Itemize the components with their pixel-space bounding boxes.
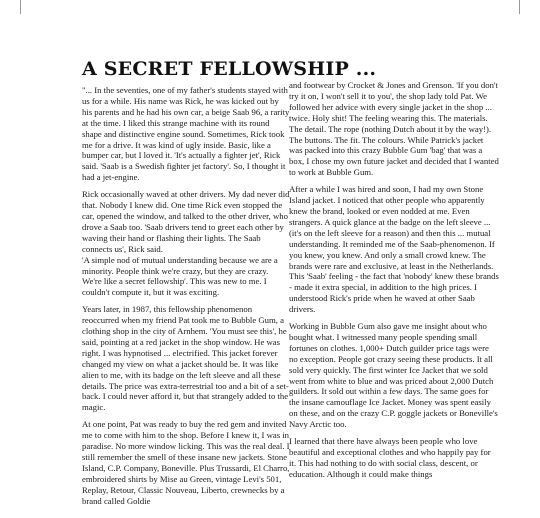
paragraph: Years later, in 1987, this fellowship phenomenon reoccurred when my friend Pat took me to Bubble Gum, a clothing shop in the city of Arnhem. 'You must see this', he said, pointing at a red jacket in the shop window. He was right. I was hypnotised ... electrified. This jacket forever changed my view on what a jacket should be. It was like alien to me, with its badge on the left sleeve and all these details. The price was extra-terrestrial too and a bit of a set-back. I could never afford it, but that strangely added to the magic. <box>82 304 289 413</box>
paragraph: 'A simple nod of mutual understanding because we are a minority. People think we're crazy, but they are crazy. We're like a secret fellowship'. This was new to me. I couldn't compute it, but it was exciting. <box>82 254 278 298</box>
paragraph: "... In the seventies, one of my father's students stayed with us for a while. His name was Rick, he was kicked out by his parents and he had his own car, a beige Saab 96, a rarity at the time. I liked this strange machine with its round shape and distinctive engine sound. Sometimes, Rick took me for a drive. It was kind of ugly inside. Basic, like a bumper car, but I loved it. 'It's actually a fighter jet', Rick said. 'Saab is a Swedish fighter jet factory'. So, I thought it had a jet-engine. <box>82 85 290 183</box>
paragraph: At one point, Pat was ready to buy the red gem and invited me to come with him to the shop. Before I knew it, I was in paradise. No more window licking. This was the real deal. I still remember the smell of these insane new jackets. Stone Island, C.P. Company, Boneville. Plus Trussardi, El Charro, embroidered shirts by Mise au Green, vintage Levi's 501, Replay, Retour, Classic Nouveau, Liberto, crewnecks by a brand called Goldie <box>82 419 290 506</box>
crop-mark-left <box>20 0 21 14</box>
paragraph: Working in Bubble Gum also gave me insight about who bought what. I witnessed many people spending small fortunes on clothes. 1,000+ Dutch guilder price tags were no exception. People got crazy seeing these products. It all sold very quickly. The first winter Ice Jacket that we sold went from white to blue and was priced about 2,000 Dutch guilders. It sold out within a few days. The same goes for the insane camouflage Ice Jacket. Money was spent easily on these, and on the crazy C.P. goggle jackets or Boneville's Navy Arctic too. <box>289 321 498 430</box>
right-column <box>289 80 499 486</box>
page-title: A SECRET FELLOWSHIP ... <box>82 58 377 80</box>
paragraph: and footwear by Crocket & Jones and Grenson. 'If you don't try it on, I won't sell it to you', the shop lady told Pat. We followed her advice with every single jacket in the shop ... twice. Holy shit! The feeling wearing this. The materials. The detail. The rope (nothing Dutch about it by the way!). The buttons. The fit. The colours. While Patrick's jacket was packed into this crazy Bubble Gum 'bag' that was a box, I chose my own future jacket and decided that I wanted to work at Bubble Gum. <box>289 80 499 178</box>
crop-mark-right <box>519 0 520 14</box>
paragraph: Rick occasionally waved at other drivers. My dad never did that. Nobody I knew did. One time Rick even stopped the car, opened the window, and talked to the other driver, who drove a Saab too. 'Saab drivers tend to greet each other by waving their hand or flashing their lights. The Saab connects us', Rick said. <box>82 189 290 254</box>
paragraph: After a while I was hired and soon, I had my own Stone Island jacket. I noticed that other people who apparently knew the brand, looked or even nodded at me. Even strangers. A quick glance at the badge on the left sleeve ... (it's on the left sleeve for a reason) and then this ... mutual understanding. It reminded me of the Saab-phenomenon. If you knew, you knew. And only a small crowd knew. The brands were rare and exclusive, at least in the Netherlands. This 'Saab' feeling - the fact that 'nobody' knew these brands - made it extra special, in addition to the high prices. I understood Rick's pride when he waved at other Saab drivers. <box>289 184 499 315</box>
left-column <box>82 85 290 513</box>
paragraph: I learned that there have always been people who love beautiful and exceptional clothes and who happily pay for it. This had nothing to do with social class, descent, or education. Although it could make things <box>289 436 491 479</box>
